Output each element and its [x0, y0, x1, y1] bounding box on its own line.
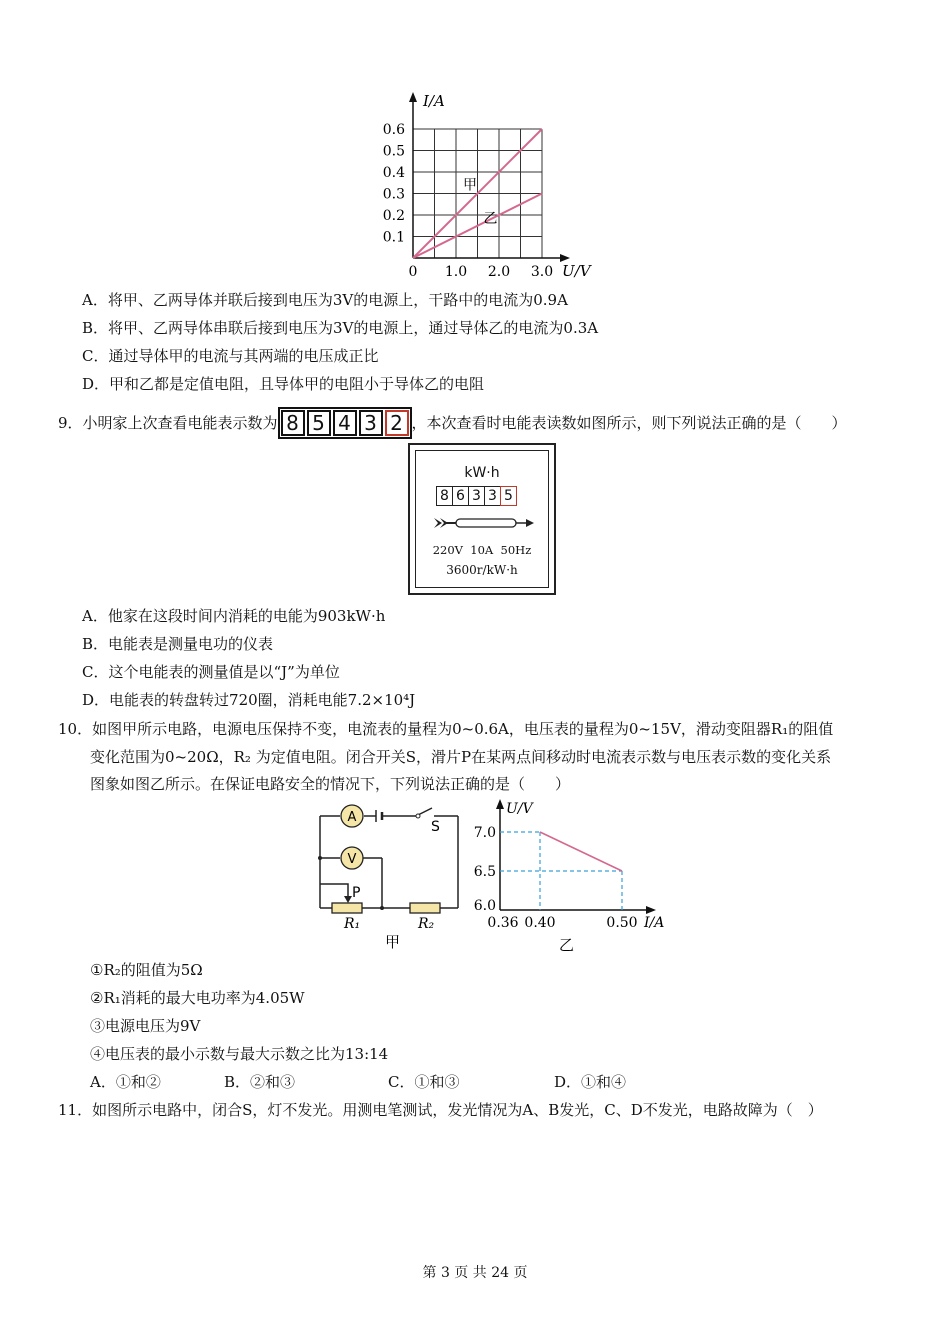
- y-tick-label: 0.1: [382, 229, 405, 246]
- x-tick-label: 3.0: [530, 264, 554, 280]
- q9-prev-digit: 4: [333, 410, 357, 436]
- q10-statement-4: ④电压表的最小示数与最大示数之比为13:14: [90, 1045, 389, 1063]
- y-tick-label: 0.6: [382, 122, 405, 138]
- y-tick-label: 0.2: [382, 208, 405, 224]
- meter-digit: 3: [469, 487, 485, 505]
- x-tick-label: 0.40: [524, 915, 556, 931]
- q8-option-d: D．甲和乙都是定值电阻，且导体甲的电阻小于导体乙的电阻: [82, 375, 485, 393]
- q10-stem-line-2: 变化范围为0~20Ω，R₂ 为定值电阻。闭合开关S，滑片P在某两点间移动时电流表示数与电压表示数的变化关系: [90, 748, 832, 766]
- q9-prev-digit-decimal: 2: [385, 410, 409, 436]
- meter-digit-decimal: 5: [501, 487, 516, 505]
- switch-label: S: [431, 819, 440, 835]
- y-tick-label: 0.5: [382, 143, 405, 160]
- x-tick-label: 2.0: [487, 264, 511, 280]
- q10-statement-1: ①R₂的阻值为5Ω: [90, 961, 203, 979]
- x-tick-label: 0.50: [606, 915, 638, 931]
- q9-prev-digit: 8: [281, 410, 305, 436]
- origin-label: 0: [408, 264, 418, 280]
- r1-resistor: [332, 903, 362, 913]
- q9-stem: [58, 407, 847, 439]
- q9-option-c: C．这个电能表的测量值是以“J”为单位: [82, 663, 340, 681]
- series-line: [540, 832, 622, 871]
- y-tick-label: 7.0: [473, 825, 496, 841]
- y-axis-arrow-icon: [409, 92, 417, 102]
- ammeter-label: A: [347, 810, 357, 825]
- q8-iv-chart: [370, 88, 610, 288]
- q10-circuit-diagram: [310, 800, 470, 950]
- y-tick-label: 0.3: [382, 186, 405, 203]
- q9-option-b: B．电能表是测量电功的仪表: [82, 635, 274, 653]
- q8-option-b: B．将甲、乙两导体串联后接到电压为3V的电源上，通过导体乙的电流为0.3A: [82, 319, 599, 337]
- q9-energy-meter: [408, 443, 556, 595]
- q10-stem-line-3: 图象如图乙所示。在保证电路安全的情况下，下列说法正确的是（ ）: [90, 775, 571, 793]
- q9-previous-reading: [278, 407, 412, 439]
- meter-unit: kW·h: [464, 465, 500, 481]
- meter-spec-rating: 220V 10A 50Hz: [432, 543, 532, 557]
- x-tick-label: 1.0: [444, 264, 468, 280]
- q9-stem-prefix: 9．小明家上次查看电能表示数为: [58, 414, 278, 432]
- series-label-yi: 乙: [483, 211, 498, 227]
- y-tick-label: 0.4: [382, 165, 405, 181]
- q9-prev-digit: 3: [359, 410, 383, 436]
- y-tick-label: 6.0: [473, 898, 496, 914]
- r2-resistor: [410, 903, 440, 913]
- q10-statement-3: ③电源电压为9V: [90, 1017, 201, 1035]
- q10-ui-chart: [470, 797, 680, 952]
- q10-choice-b: B．②和③: [224, 1073, 296, 1091]
- meter-spec-constant: 3600r/kW·h: [446, 563, 518, 577]
- voltmeter-label: V: [347, 852, 357, 867]
- meter-digit: 8: [437, 487, 453, 505]
- q8-option-c: C．通过导体甲的电流与其两端的电压成正比: [82, 347, 379, 365]
- chart-caption: 乙: [559, 936, 575, 952]
- meter-digits: [436, 486, 517, 506]
- q10-statement-2: ②R₁消耗的最大电功率为4.05W: [90, 989, 305, 1007]
- q9-prev-digit: 5: [307, 410, 331, 436]
- circuit-caption: 甲: [385, 933, 401, 950]
- meter-digit: 6: [453, 487, 469, 505]
- y-tick-label: 6.5: [473, 864, 496, 880]
- q9-option-d: D．电能表的转盘转过720圈，消耗电能7.2×10⁴J: [82, 691, 416, 709]
- q10-stem-line-1: 10．如图甲所示电路，电源电压保持不变，电流表的量程为0~0.6A，电压表的量程为0~15V，滑动变阻器R₁的阻值: [58, 720, 834, 738]
- q10-choice-d: D．①和④: [554, 1073, 627, 1091]
- slider-label: P: [352, 885, 361, 901]
- q11-stem: 11．如图所示电路中，闭合S，灯不发光。用测电笔测试，发光情况为A、B发光，C、D不发光，电路故障为（ ）: [58, 1101, 823, 1119]
- page-footer: 第 3 页 共 24 页: [422, 1265, 528, 1281]
- q10-choice-a: A．①和②: [90, 1073, 161, 1091]
- q9-stem-suffix: ，本次查看时电能表读数如图所示，则下列说法正确的是（ ）: [411, 414, 847, 432]
- q10-choice-c: C．①和③: [388, 1073, 460, 1091]
- meter-digit: 3: [485, 487, 501, 505]
- series-label-jia: 甲: [463, 177, 477, 194]
- r2-label: R₂: [418, 916, 435, 932]
- y-axis-label: U/V: [506, 801, 533, 817]
- y-axis-arrow-icon: [496, 799, 504, 809]
- r1-label: R₁: [344, 916, 361, 932]
- x-axis-arrow-icon: [646, 906, 656, 914]
- meter-disc-arrow-icon: [434, 515, 534, 531]
- x-tick-label: 0.36: [487, 915, 519, 931]
- x-axis-arrow-icon: [560, 254, 570, 262]
- x-axis-label: I/A: [644, 915, 665, 931]
- y-axis-label: I/A: [423, 92, 445, 110]
- q8-option-a: A．将甲、乙两导体并联后接到电压为3V的电源上，干路中的电流为0.9A: [82, 291, 568, 309]
- x-axis-label: U/V: [562, 262, 591, 280]
- q9-option-a: A．他家在这段时间内消耗的电能为903kW·h: [82, 607, 386, 625]
